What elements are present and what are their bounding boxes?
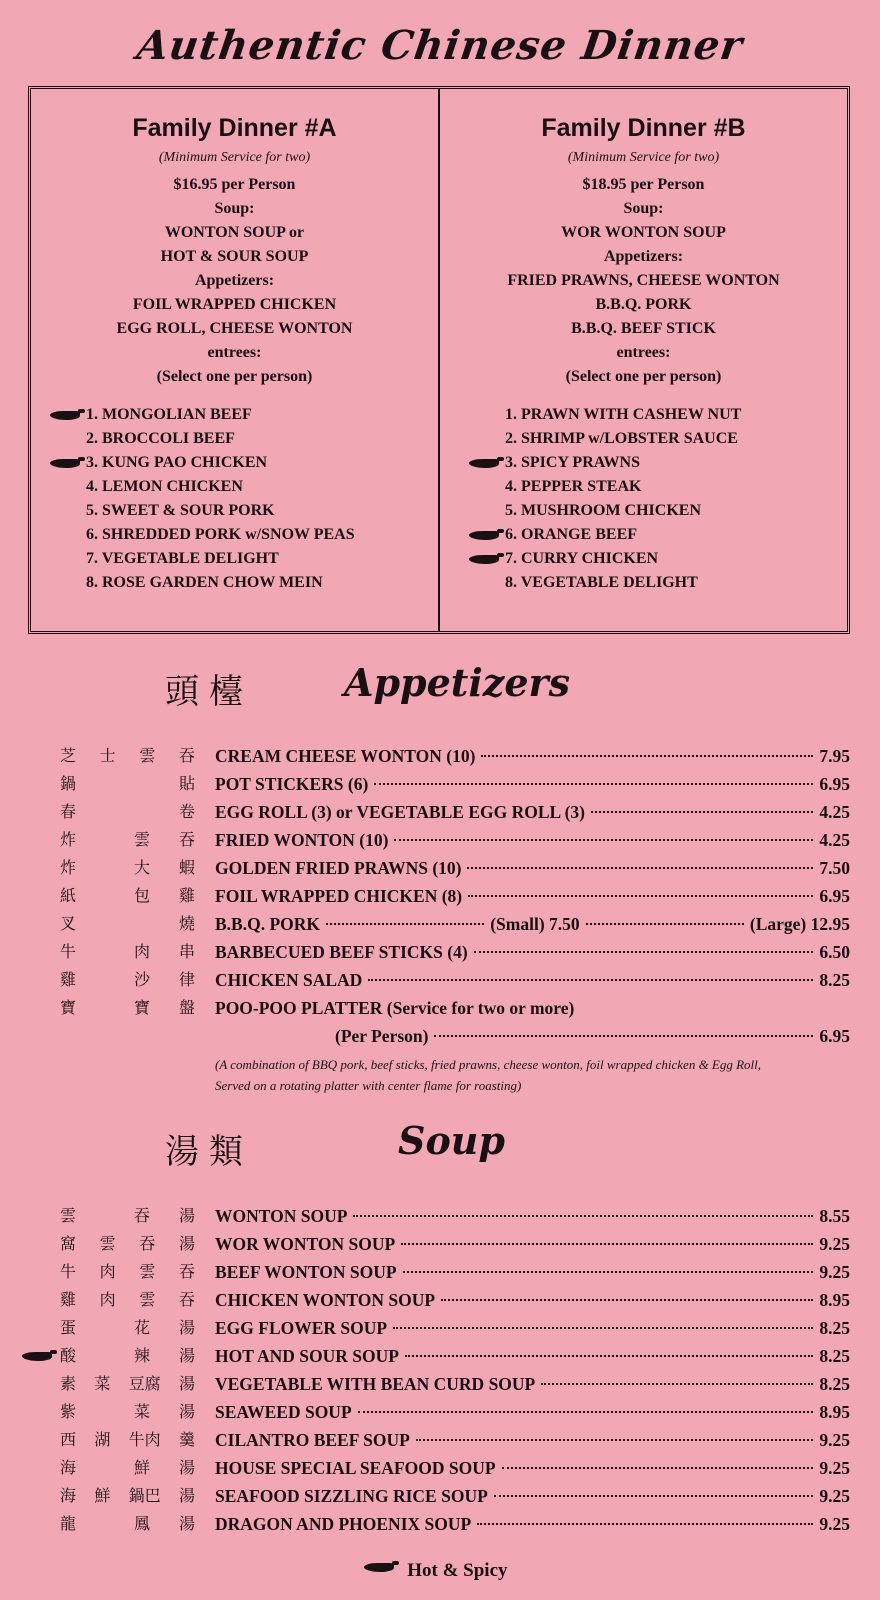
chili-pepper-icon [469, 459, 499, 468]
dot-leader [416, 1439, 814, 1441]
entree-name: 5. MUSHROOM CHICKEN [505, 502, 701, 519]
menu-item [215, 1342, 850, 1370]
item-name: CHICKEN WONTON SOUP [215, 1290, 436, 1310]
entree-item [505, 403, 847, 427]
chinese-char: 鍋巴 [128, 1486, 161, 1505]
dot-leader [541, 1383, 813, 1385]
menu-row [60, 1202, 850, 1230]
chinese-name [60, 770, 195, 798]
chinese-char: 包 [133, 886, 150, 905]
chinese-char: 龍 [60, 1514, 77, 1533]
chinese-char: 海 [60, 1458, 77, 1477]
entree-name: 3. SPICY PRAWNS [505, 454, 640, 471]
dot-leader [467, 867, 813, 869]
platter-note: (A combination of BBQ pork, beef sticks, fried prawns, cheese wonton, foil wrapped chicken & Egg Roll, Served on a rotating platter with center flame for roasting) [215, 1057, 762, 1093]
appetizer-option: FOIL WRAPPED CHICKEN [132, 296, 337, 313]
item-price: 6.95 [819, 774, 850, 794]
item-price: 6.50 [819, 942, 850, 962]
entree-name: 8. ROSE GARDEN CHOW MEIN [86, 574, 323, 591]
chinese-name [60, 1286, 195, 1314]
entree-name: 1. PRAWN WITH CASHEW NUT [505, 406, 742, 423]
chili-pepper-icon [469, 531, 499, 540]
entree-item [86, 547, 438, 571]
soup-chinese-heading: 湯類 [165, 1132, 253, 1172]
per-person-label: (Per Person) [335, 1026, 429, 1046]
dot-leader [326, 923, 484, 925]
chinese-name [60, 854, 195, 882]
chinese-char: 吞 [133, 1206, 150, 1225]
entree-name: 2. BROCCOLI BEEF [86, 430, 235, 447]
appetizer-option: B.B.Q. PORK [595, 296, 692, 313]
chinese-name [60, 1202, 195, 1230]
item-price: 9.25 [819, 1458, 850, 1478]
menu-item [215, 1510, 850, 1538]
chinese-char: 蛋 [60, 1318, 77, 1337]
dot-leader [477, 1523, 813, 1525]
chinese-char: 鍋 [60, 774, 77, 793]
menu-item [215, 1398, 850, 1426]
soup-label: Soup: [214, 200, 255, 217]
chinese-char: 寶 [133, 998, 150, 1017]
chinese-char: 雞 [60, 1290, 77, 1309]
menu-item [215, 994, 850, 1022]
soup-list [60, 1202, 850, 1538]
spicy-legend-label: Hot & Spicy [407, 1560, 508, 1581]
item-price: 9.25 [819, 1262, 850, 1282]
chinese-char: 雲 [133, 830, 150, 849]
item-name: CILANTRO BEEF SOUP [215, 1430, 410, 1450]
entree-name: 7. CURRY CHICKEN [505, 550, 659, 567]
chinese-char: 海 [60, 1486, 77, 1505]
menu-item [215, 1258, 850, 1286]
chinese-char: 鮮 [94, 1486, 111, 1505]
chinese-name [60, 742, 195, 770]
chinese-char: 雲 [60, 1206, 77, 1225]
menu-item [215, 1482, 850, 1510]
entree-item [505, 523, 847, 547]
dot-leader [374, 783, 813, 785]
menu-item [215, 854, 850, 882]
item-price: 7.50 [819, 858, 850, 878]
chinese-name [60, 1230, 195, 1258]
per-person-price: 6.95 [819, 1026, 850, 1046]
chinese-char: 羹 [178, 1430, 195, 1449]
menu-item [215, 1454, 850, 1482]
menu-row [60, 1426, 850, 1454]
menu-row [60, 826, 850, 854]
chinese-char: 肉 [99, 1290, 116, 1309]
entree-item [86, 571, 438, 595]
item-price: 8.25 [819, 1374, 850, 1394]
appetizer-option: FRIED PRAWNS, CHEESE WONTON [507, 272, 780, 289]
item-price: 6.95 [819, 886, 850, 906]
item-name: BARBECUED BEEF STICKS (4) [215, 942, 468, 962]
item-price: 9.25 [819, 1430, 850, 1450]
chinese-char: 吞 [178, 1262, 195, 1281]
menu-row [60, 910, 850, 938]
select-note: (Select one per person) [565, 368, 722, 385]
menu-item [215, 1426, 850, 1454]
entree-item [86, 451, 438, 475]
chinese-char: 肉 [99, 1262, 116, 1281]
chili-pepper-icon [22, 1352, 52, 1361]
menu-row [60, 1258, 850, 1286]
chinese-char: 菜 [94, 1374, 111, 1393]
chinese-name [60, 966, 195, 994]
item-name: SEAFOOD SIZZLING RICE SOUP [215, 1486, 488, 1506]
item-name: EGG FLOWER SOUP [215, 1318, 388, 1338]
item-price: 8.95 [819, 1402, 850, 1422]
family-dinner-box [28, 86, 850, 634]
chinese-char: 鮮 [133, 1458, 150, 1477]
family-dinner-a [31, 89, 438, 631]
item-price: 9.25 [819, 1514, 850, 1534]
chinese-name [60, 1314, 195, 1342]
chinese-char: 湯 [178, 1486, 195, 1505]
item-price: 9.25 [819, 1486, 850, 1506]
chinese-char: 雲 [139, 746, 156, 765]
chinese-char: 牛 [60, 942, 77, 961]
item-price: 7.95 [819, 746, 850, 766]
chinese-char: 菜 [133, 1402, 150, 1421]
dot-leader [405, 1355, 813, 1357]
item-price: 8.25 [819, 1318, 850, 1338]
soup-label: Soup: [623, 200, 664, 217]
chinese-char: 貼 [178, 774, 195, 793]
chinese-char: 叉 [60, 914, 77, 933]
entree-name: 8. VEGETABLE DELIGHT [505, 574, 698, 591]
menu-row [60, 1370, 850, 1398]
chinese-char: 雲 [99, 1234, 116, 1253]
appetizer-option: B.B.Q. BEEF STICK [571, 320, 716, 337]
item-name: CHICKEN SALAD [215, 970, 363, 990]
chinese-char: 炸 [60, 858, 77, 877]
entree-name: 4. LEMON CHICKEN [86, 478, 243, 495]
dinner-price: $16.95 per Person [173, 176, 296, 193]
chinese-char: 湖 [94, 1430, 111, 1449]
dot-leader [468, 895, 813, 897]
item-price: 4.25 [819, 830, 850, 850]
chinese-char: 燒 [178, 914, 195, 933]
chinese-char: 吞 [178, 830, 195, 849]
chili-pepper-icon [50, 459, 80, 468]
chinese-char: 盤 [178, 998, 195, 1017]
chinese-char: 湯 [178, 1234, 195, 1253]
chinese-name [60, 1258, 195, 1286]
appetizer-label: Appetizers: [194, 272, 275, 289]
large-price: (Large) 12.95 [749, 914, 850, 934]
soup-header [0, 1118, 880, 1178]
chinese-char: 芝 [60, 746, 77, 765]
menu-row [60, 994, 850, 1022]
chinese-char: 士 [99, 746, 116, 765]
chinese-char: 牛肉 [128, 1430, 161, 1449]
dot-leader [401, 1243, 813, 1245]
appetizer-label: Appetizers: [603, 248, 684, 265]
dot-leader [441, 1299, 813, 1301]
appetizers-header [0, 658, 880, 718]
menu-item [215, 1286, 850, 1314]
entree-item [86, 499, 438, 523]
entree-name: 4. PEPPER STEAK [505, 478, 642, 495]
menu-row [60, 966, 850, 994]
dot-leader [368, 979, 813, 981]
entree-name: 7. VEGETABLE DELIGHT [86, 550, 279, 567]
chinese-char: 炸 [60, 830, 77, 849]
chinese-char: 窩 [60, 1234, 77, 1253]
entree-name: 6. ORANGE BEEF [505, 526, 638, 543]
item-name: HOUSE SPECIAL SEAFOOD SOUP [215, 1458, 496, 1478]
chinese-char: 西 [60, 1430, 77, 1449]
family-dinner-b [438, 89, 847, 631]
chinese-name [60, 1482, 195, 1510]
item-name: EGG ROLL (3) or VEGETABLE EGG ROLL (3) [215, 802, 585, 822]
chinese-name [60, 1454, 195, 1482]
dinner-price: $18.95 per Person [582, 176, 705, 193]
menu-row [60, 1398, 850, 1426]
item-name: CREAM CHEESE WONTON (10) [215, 746, 476, 766]
chinese-name [60, 826, 195, 854]
entree-list [31, 403, 438, 595]
chinese-char: 吞 [178, 746, 195, 765]
item-name: VEGETABLE WITH BEAN CURD SOUP [215, 1374, 536, 1394]
dot-leader [353, 1215, 813, 1217]
menu-row [60, 1022, 850, 1050]
appetizers-chinese-heading: 頭檯 [165, 672, 253, 712]
entree-list [440, 403, 847, 595]
item-price: 8.95 [819, 1290, 850, 1310]
appetizer-list [60, 742, 850, 1050]
chili-pepper-icon [364, 1563, 394, 1572]
chinese-name [60, 798, 195, 826]
dot-leader [586, 923, 744, 925]
chinese-char: 卷 [178, 802, 195, 821]
entrees-label: entrees: [207, 344, 262, 361]
dot-leader [358, 1411, 814, 1413]
dot-leader [434, 1035, 813, 1037]
soup-option: HOT & SOUR SOUP [160, 248, 309, 265]
chinese-char: 吞 [139, 1234, 156, 1253]
item-name: HOT AND SOUR SOUP [215, 1346, 399, 1366]
chinese-char: 雞 [178, 886, 195, 905]
menu-row [60, 798, 850, 826]
item-name: DRAGON AND PHOENIX SOUP [215, 1514, 472, 1534]
chinese-name [60, 994, 195, 1022]
chili-pepper-icon [50, 411, 80, 420]
chinese-char: 湯 [178, 1514, 195, 1533]
entree-name: 1. MONGOLIAN BEEF [86, 406, 252, 423]
menu-row [60, 882, 850, 910]
menu-row [60, 1342, 850, 1370]
menu-row [60, 1482, 850, 1510]
menu-row [60, 1314, 850, 1342]
chinese-char: 蝦 [178, 858, 195, 877]
chinese-name [60, 938, 195, 966]
item-price: 8.25 [819, 1346, 850, 1366]
menu-item [215, 742, 850, 770]
item-name: GOLDEN FRIED PRAWNS (10) [215, 858, 462, 878]
entree-name: 2. SHRIMP w/LOBSTER SAUCE [505, 430, 738, 447]
menu-item [215, 882, 850, 910]
entree-item [505, 547, 847, 571]
chinese-char: 寶 [60, 998, 77, 1017]
appetizer-option: EGG ROLL, CHEESE WONTON [116, 320, 353, 337]
entree-item [505, 427, 847, 451]
chinese-char: 雞 [60, 970, 77, 989]
chili-pepper-icon [469, 555, 499, 564]
menu-item [215, 1230, 850, 1258]
chinese-char: 豆腐 [128, 1374, 161, 1393]
spicy-legend [0, 1560, 880, 1582]
menu-item [215, 1202, 850, 1230]
chinese-char: 律 [178, 970, 195, 989]
dinner-title: Family Dinner #B [541, 114, 746, 142]
chinese-char: 雲 [139, 1262, 156, 1281]
dot-leader [502, 1467, 814, 1469]
entrees-label: entrees: [616, 344, 671, 361]
appetizers-heading: Appetizers [344, 660, 570, 705]
dinner-subtitle: (Minimum Service for two) [158, 150, 311, 165]
chinese-name [60, 1342, 195, 1370]
chinese-char: 肉 [133, 942, 150, 961]
chinese-char: 湯 [178, 1374, 195, 1393]
menu-row [60, 938, 850, 966]
entree-item [505, 499, 847, 523]
chinese-name [60, 910, 195, 938]
chinese-char: 沙 [133, 970, 150, 989]
menu-title: Authentic Chinese Dinner [134, 22, 746, 69]
menu-row [60, 1230, 850, 1258]
item-name: SEAWEED SOUP [215, 1402, 352, 1422]
chinese-char: 素 [60, 1374, 77, 1393]
entree-item [86, 427, 438, 451]
chinese-char: 鳳 [133, 1514, 150, 1533]
item-name: WOR WONTON SOUP [215, 1234, 396, 1254]
chinese-char: 紙 [60, 886, 77, 905]
dot-leader [393, 1327, 813, 1329]
menu-item [215, 826, 850, 854]
soup-option: WOR WONTON SOUP [561, 224, 726, 241]
menu-row [60, 1510, 850, 1538]
menu-row [60, 1454, 850, 1482]
chinese-char: 湯 [178, 1318, 195, 1337]
chinese-char: 酸 [60, 1346, 77, 1365]
soup-option: WONTON SOUP or [164, 224, 305, 241]
item-name: FRIED WONTON (10) [215, 830, 389, 850]
item-name: POT STICKERS (6) [215, 774, 369, 794]
chinese-char: 湯 [178, 1402, 195, 1421]
chinese-char: 紫 [60, 1402, 77, 1421]
menu-item [215, 966, 850, 994]
chinese-char: 雲 [139, 1290, 156, 1309]
item-price: 4.25 [819, 802, 850, 822]
menu-item [215, 1370, 850, 1398]
menu-item [215, 938, 850, 966]
chinese-char: 牛 [60, 1262, 77, 1281]
chinese-char: 湯 [178, 1346, 195, 1365]
chinese-char: 花 [133, 1318, 150, 1337]
chinese-char: 大 [133, 858, 150, 877]
dot-leader [474, 951, 814, 953]
chinese-char: 春 [60, 802, 77, 821]
menu-item [335, 1022, 850, 1050]
small-price: (Small) 7.50 [490, 914, 580, 934]
entree-item [86, 475, 438, 499]
menu-row [60, 1286, 850, 1314]
entree-item [505, 451, 847, 475]
item-name: BEEF WONTON SOUP [215, 1262, 397, 1282]
item-name: WONTON SOUP [215, 1206, 348, 1226]
item-name: POO-POO PLATTER (Service for two or more) [215, 998, 575, 1018]
chinese-char: 辣 [133, 1346, 150, 1365]
entree-name: 6. SHREDDED PORK w/SNOW PEAS [86, 526, 355, 543]
entree-item [505, 571, 847, 595]
chinese-char: 湯 [178, 1458, 195, 1477]
menu-item [215, 798, 850, 826]
item-name: B.B.Q. PORK [215, 914, 321, 934]
menu-row [60, 742, 850, 770]
chinese-char: 吞 [178, 1290, 195, 1309]
entree-name: 3. KUNG PAO CHICKEN [86, 454, 268, 471]
chinese-name [60, 1398, 195, 1426]
menu-row [60, 854, 850, 882]
entree-item [86, 523, 438, 547]
dot-leader [494, 1495, 814, 1497]
item-price: 8.55 [819, 1206, 850, 1226]
dot-leader [394, 839, 813, 841]
chinese-char: 湯 [178, 1206, 195, 1225]
dot-leader [481, 755, 813, 757]
chinese-name [60, 882, 195, 910]
menu-item [215, 910, 850, 938]
entree-item [505, 475, 847, 499]
menu-row [60, 770, 850, 798]
chinese-name [60, 1370, 195, 1398]
item-price: 9.25 [819, 1234, 850, 1254]
chinese-name [60, 1510, 195, 1538]
chinese-char: 串 [178, 942, 195, 961]
soup-heading: Soup [398, 1118, 505, 1163]
entree-item [86, 403, 438, 427]
item-name: FOIL WRAPPED CHICKEN (8) [215, 886, 463, 906]
dot-leader [591, 811, 813, 813]
select-note: (Select one per person) [156, 368, 313, 385]
entree-name: 5. SWEET & SOUR PORK [86, 502, 275, 519]
dinner-subtitle: (Minimum Service for two) [567, 150, 720, 165]
dinner-title: Family Dinner #A [132, 114, 337, 142]
menu-item [215, 770, 850, 798]
dot-leader [403, 1271, 814, 1273]
item-price: 8.25 [819, 970, 850, 990]
chinese-name [60, 1426, 195, 1454]
menu-item [215, 1314, 850, 1342]
